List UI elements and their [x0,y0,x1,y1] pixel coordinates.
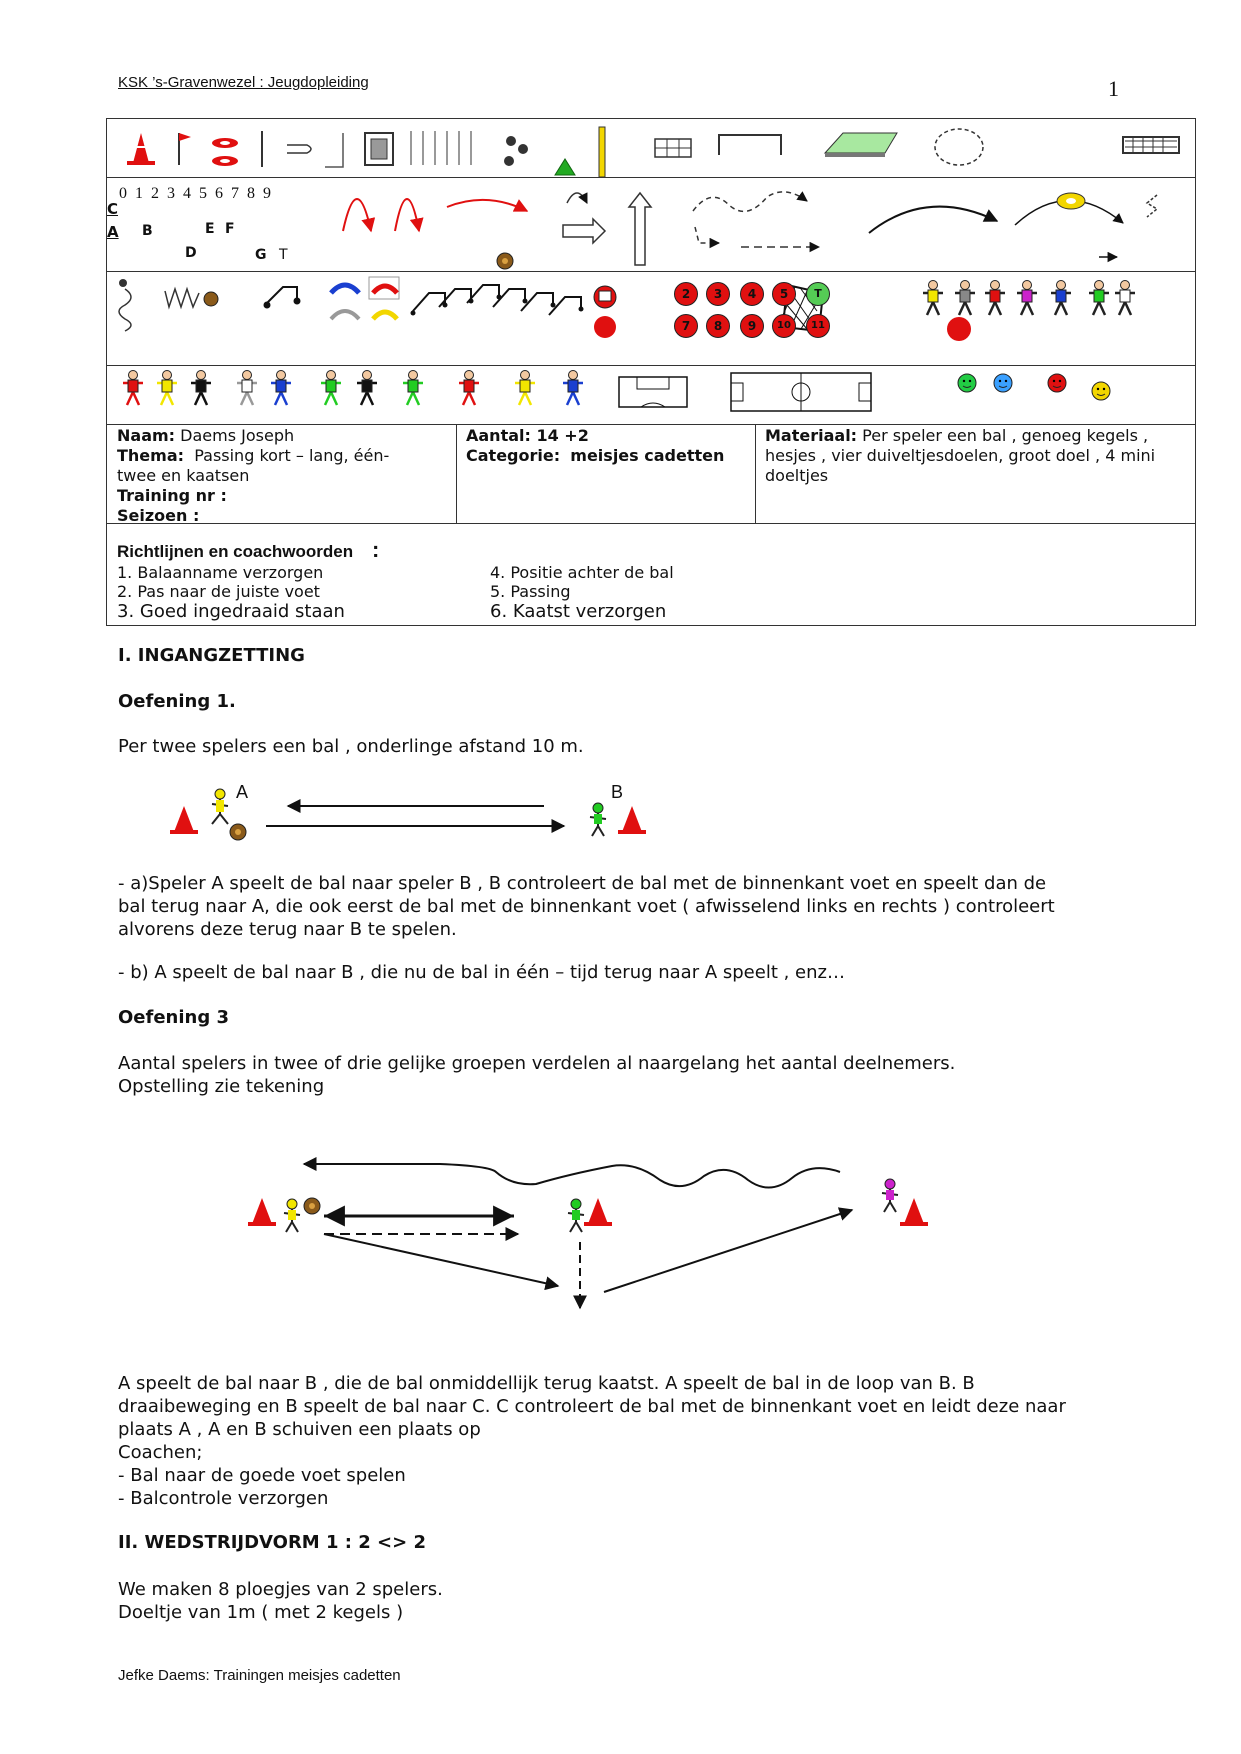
disc-cone-icon [212,138,238,166]
number-marker-5: 5 [772,282,796,306]
richtlijn-6: 6. Kaatst verzorgen [490,601,667,622]
thema-value: Passing kort – lang, één- [194,446,390,465]
dribble-dashed-icon [693,192,807,212]
pitch-half-icon [619,377,687,407]
cone-icon [248,1198,276,1226]
hatched-box-icon [365,133,393,165]
aantal-label: Aantal: 14 +2 [466,426,589,445]
seizoen-label: Seizoen : [117,506,200,525]
number-marker-7: 7 [674,314,698,338]
player-green-icon [1089,281,1109,316]
goal-frame-icon [719,135,781,155]
cone-icon [170,806,198,834]
thema-label: Thema: [117,446,185,465]
goalkeeper-blue-icon [563,371,583,406]
goalkeeper-green-icon [403,371,423,406]
number-marker-8: 8 [706,314,730,338]
thema-value-cont: twee en kaatsen [117,466,250,485]
richtlijn-4: 4. Positie achter de bal [490,563,674,582]
diagram-label-a: A [236,782,249,802]
pitch-full-icon [731,373,871,411]
player-yellow-icon [923,281,943,316]
run-dashed-icon [695,227,819,247]
curved-pass-icon [869,207,997,233]
cone-icon [127,133,155,165]
oefening-3-description: A speelt de bal naar B , die de bal onmiddellijk terug kaatst. A speelt de bal in de loop van B. B draaibeweging en B speelt de bal naar C. C controleert de bal met de binnenkant voet en leidt deze naar plaats A , A en B schuiven een plaats op Coachen; - Bal naar de goede voet spelen - Balcontrole verzorgen [118,1372,1218,1510]
pass-into-run-arrow [324,1234,558,1286]
richtlijn-3: 3. Goed ingedraaid staan [117,601,345,622]
dribble-path [304,1164,840,1188]
categorie-value: meisjes cadetten [570,446,725,465]
goalkeeper-red-icon [459,371,479,406]
yellow-pole-icon [599,127,605,177]
page-number: 1 [1108,76,1119,101]
legend-letter-t: T [279,247,288,263]
coach-item-2: - Balcontrole verzorgen [118,1488,329,1509]
player-b-figure [590,803,606,836]
player-red-icon [985,281,1005,316]
section-ingangzetting: I. INGANGZETTING [118,645,305,666]
info-materiaal [765,426,1190,486]
diagram-label-b: B [611,782,624,802]
goalkeeper-black-icon [357,371,377,406]
document-footer: Jefke Daems: Trainingen meisjes cadetten [118,1667,401,1684]
cone-icon [900,1198,928,1226]
legend-letter-g: G [255,247,267,263]
coachen-label: Coachen; [118,1442,203,1463]
hurdle-icon [287,145,311,153]
materiaal-label: Materiaal: [765,426,858,445]
player-magenta-icon [1017,281,1037,316]
player-white-kit-icon [237,371,257,406]
player-c-figure [882,1179,898,1212]
number-marker-t: T [806,282,830,306]
goalkeeper-yellow-icon [515,371,535,406]
oefening-3-title: Oefening 3 [118,1007,230,1028]
corner-flag-icon [179,133,191,165]
legend-letter-c: C [107,200,119,218]
materiaal-value-1: Per speler een bal , genoeg kegels , [862,426,1149,445]
block-arrow-right-icon [563,219,605,243]
legend-row-equipment [107,119,1197,177]
oefening-3-intro: Aantal spelers in twee of drie gelijke groepen verdelen al naargelang het aantal deelnemers. Opstelling zie tekening [118,1053,956,1097]
richtlijn-1: 1. Balaanname verzorgen [117,563,324,582]
ball-icon [497,253,513,269]
player-a-figure [212,789,228,824]
player-blue-kit-icon [271,371,291,406]
lob-pass-icon [447,200,527,211]
mini-field-icon [825,133,897,157]
legend-letter-d: D [185,245,197,261]
player-green-kit-icon [321,371,341,406]
legend-letter-b: B [142,223,153,239]
richtlijnen-title: Richtlijnen en coachwoorden : [117,537,380,562]
player-blue-icon [1051,281,1071,316]
cone-icon [584,1198,612,1226]
number-marker-2: 2 [674,282,698,306]
oefening-1-description-b: - b) A speelt de bal naar B , die nu de bal in één – tijd terug naar A speelt , enz… [118,962,845,983]
legend-letter-f: F [225,221,235,237]
diagram-oefening-3 [240,1150,940,1320]
oefening-1-description-a: - a)Speler A speelt de bal naar speler B , B controleert de bal met de binnenkant voet en speelt dan de bal terug naar A, die ook eerst de bal met de binnenkant voet ( afwisselend links en rechts ) controleert alvorens deze terug naar B te spelen. [118,873,1055,940]
number-marker-9: 9 [740,314,764,338]
low-wall-icon [325,133,343,167]
legend-digits: 0 1 2 3 4 5 6 7 8 9 [119,185,273,202]
smiley-yellow-icon [1092,382,1110,400]
document-header: KSK ’s-Gravenwezel : Jeugdopleiding [118,74,369,91]
materiaal-value-2: hesjes , vier duiveltjesdoelen, groot doel , 4 mini [765,446,1156,465]
legend-letter-e: E [205,221,215,237]
smiley-green-icon [958,374,976,392]
ladder-icon [411,131,471,165]
large-goal-icon [1123,137,1179,153]
cone-icon [618,806,646,834]
number-marker-11: 11 [806,314,830,338]
number-marker-3: 3 [706,282,730,306]
player-yellow-kit-icon [157,371,177,406]
turn-arrow-icon [567,193,587,203]
player-b-figure [568,1199,584,1232]
legend-letter-a: A [107,223,119,241]
player-white-icon [1115,281,1135,316]
player-black-kit-icon [191,371,211,406]
marker-cone-icon [555,159,575,175]
player-a-figure [284,1199,300,1232]
dashed-circle-icon [935,129,983,165]
naam-value: Daems Joseph [180,426,295,445]
coach-item-1: - Bal naar de goede voet spelen [118,1465,406,1486]
materiaal-value-3: doeltjes [765,466,829,485]
section-wedstrijdvorm: II. WEDSTRIJDVORM 1 : 2 <> 2 [118,1532,426,1553]
balls-icon [504,136,528,166]
number-marker-4: 4 [740,282,764,306]
wedstrijdvorm-description: We maken 8 ploegjes van 2 spelers. Doeltje van 1m ( met 2 kegels ) [118,1579,443,1623]
info-naam [117,426,447,526]
ball-icon [304,1198,320,1214]
legend-table [106,118,1196,626]
smiley-red-icon [1048,374,1066,392]
number-marker-10: 10 [772,314,796,338]
smiley-blue-icon [994,374,1012,392]
info-aantal [466,426,751,466]
training-label: Training nr : [117,486,227,505]
oefening-1-intro: Per twee spelers een bal , onderlinge afstand 10 m. [118,736,584,757]
net-goal-icon [655,139,691,157]
zigzag-icon [1147,195,1157,217]
target-pass-icon [1015,193,1123,225]
richtlijn-5: 5. Passing [490,582,571,601]
legend-row-movements [107,177,1197,271]
richtlijn-2: 2. Pas naar de juiste voet [117,582,320,601]
naam-label: Naam: [117,426,176,445]
player-gray-icon [955,281,975,316]
legend-row-team-players [107,365,1197,424]
ball-icon [230,824,246,840]
legend-row-colored-players [107,271,1197,365]
pass-to-c-arrow [604,1210,852,1292]
categorie-label: Categorie: [466,446,561,465]
block-arrow-up-icon [629,193,651,265]
oefening-1-title: Oefening 1. [118,691,236,712]
high-pass-icon [343,199,419,231]
player-red-kit-icon [123,371,143,406]
